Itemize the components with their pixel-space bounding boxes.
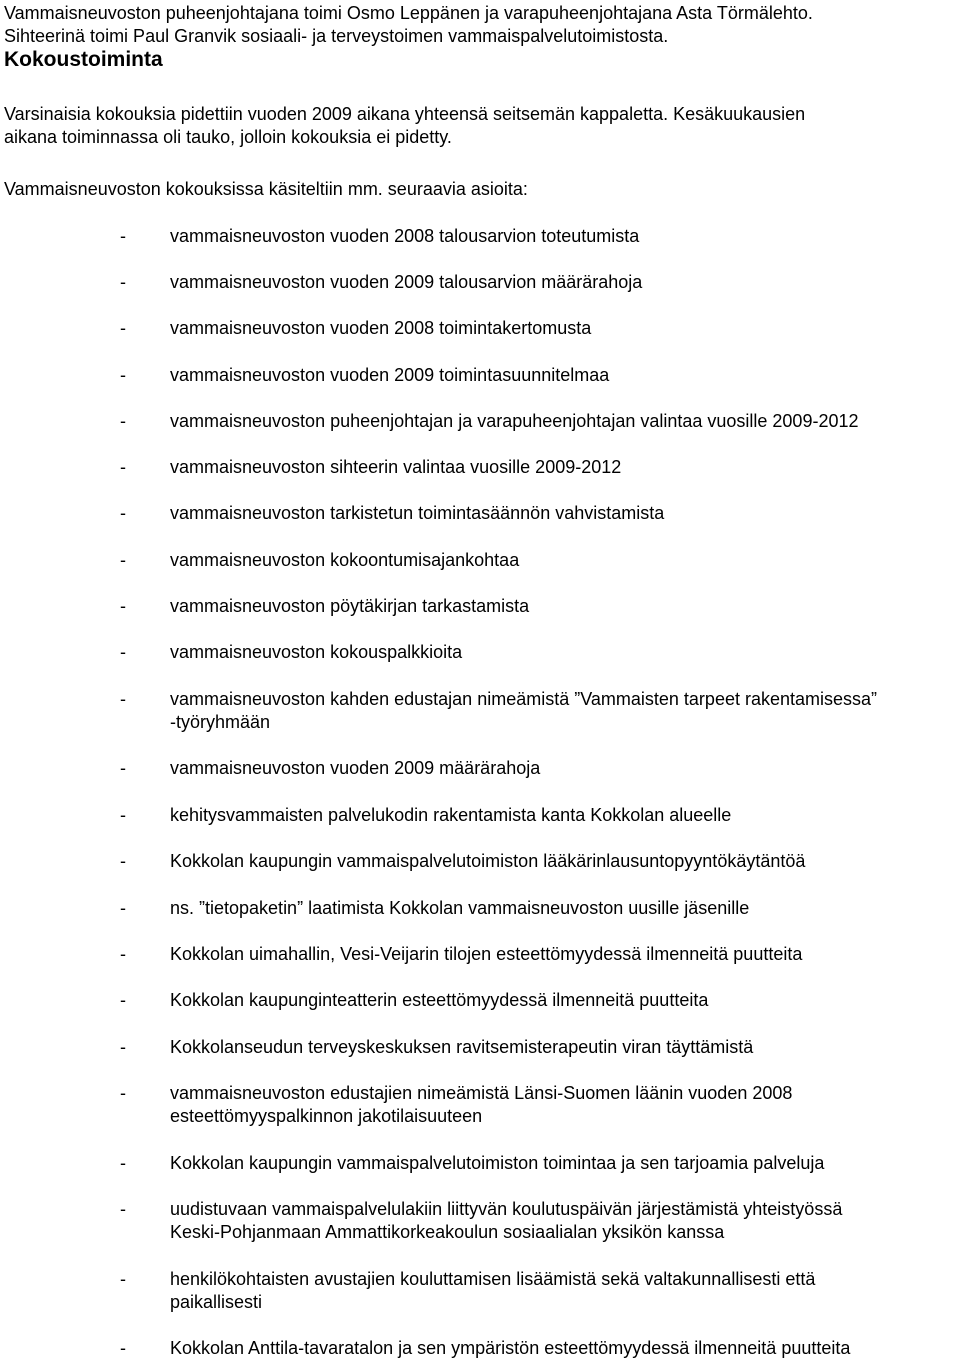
list-dash: -	[120, 758, 126, 778]
list-item-line-2: -työryhmään	[170, 712, 271, 732]
paragraph-1-line-2: aikana toiminnassa oli tauko, jolloin kokouksia ei pidetty.	[4, 127, 452, 147]
list-item-text	[170, 1152, 960, 1175]
list-item-text	[170, 641, 960, 664]
list-item-line-2: esteettömyyspalkinnon jakotilaisuuteen	[170, 1106, 483, 1126]
list-item-line-1: vammaisneuvoston kokoontumisajankohtaa	[170, 550, 520, 570]
list-item-line-1: vammaisneuvoston kokouspalkkioita	[170, 642, 463, 662]
list-item-text	[170, 1198, 960, 1244]
list-item-line-1: Kokkolan kaupunginteatterin esteettömyydessä ilmenneitä puutteita	[170, 990, 709, 1010]
list-dash: -	[120, 411, 126, 431]
list-dash: -	[120, 318, 126, 338]
list-item-line-1: kehitysvammaisten palvelukodin rakentamista kanta Kokkolan alueelle	[170, 805, 732, 825]
list-dash: -	[120, 642, 126, 662]
list-dash: -	[120, 1338, 126, 1358]
list-item-line-1: ns. ”tietopaketin” laatimista Kokkolan vammaisneuvoston uusille jäsenille	[170, 898, 750, 918]
list-item-line-2: paikallisesti	[170, 1292, 263, 1312]
list-item-line-1: vammaisneuvoston puheenjohtajan ja varapuheenjohtajan valintaa vuosille 2009-2012	[170, 411, 859, 431]
list-dash: -	[120, 851, 126, 871]
list-item-text	[170, 549, 960, 572]
list-dash: -	[120, 365, 126, 385]
list-item-line-1: uudistuvaan vammaispalvelulakiin liittyvän koulutuspäivän järjestämistä yhteistyössä	[170, 1199, 843, 1219]
list-dash: -	[120, 457, 126, 477]
list-dash: -	[120, 503, 126, 523]
list-item-text	[170, 989, 960, 1012]
list-item-line-1: Kokkolanseudun terveyskeskuksen ravitsemisterapeutin viran täyttämistä	[170, 1037, 754, 1057]
list-item-text	[170, 1036, 960, 1059]
list-dash: -	[120, 1199, 126, 1219]
list-item-line-1: vammaisneuvoston tarkistetun toimintasäännön vahvistamista	[170, 503, 665, 523]
list-dash: -	[120, 1269, 126, 1289]
list-item-line-1: vammaisneuvoston vuoden 2008 talousarvion toteutumista	[170, 226, 640, 246]
list-dash: -	[120, 1153, 126, 1173]
list-item-text	[170, 1337, 960, 1360]
list-dash: -	[120, 596, 126, 616]
list-item-text	[170, 688, 960, 734]
paragraph-1-line-1: Varsinaisia kokouksia pidettiin vuoden 2009 aikana yhteensä seitsemän kappaletta. Kesäkuukausien	[4, 104, 806, 124]
list-dash: -	[120, 1037, 126, 1057]
list-item-line-1: vammaisneuvoston pöytäkirjan tarkastamista	[170, 596, 530, 616]
list-item-text	[170, 1082, 960, 1128]
list-item-text	[170, 943, 960, 966]
list-item-text	[170, 364, 960, 387]
list-dash: -	[120, 944, 126, 964]
list-item-text	[170, 317, 960, 340]
list-dash: -	[120, 272, 126, 292]
list-item-line-1: vammaisneuvoston vuoden 2008 toimintakertomusta	[170, 318, 592, 338]
list-item-line-1: vammaisneuvoston vuoden 2009 talousarvion määrärahoja	[170, 272, 643, 292]
paragraph-2: Vammaisneuvoston kokouksissa käsiteltiin mm. seuraavia asioita:	[4, 179, 528, 199]
list-item-text	[170, 804, 960, 827]
list-item-text	[170, 897, 960, 920]
list-item-text	[170, 757, 960, 780]
list-item-line-1: vammaisneuvoston kahden edustajan nimeämistä ”Vammaisten tarpeet rakentamisessa”	[170, 689, 878, 709]
list-item-line-1: Kokkolan Anttila-tavaratalon ja sen ympäristön esteettömyydessä ilmenneitä puutteita	[170, 1338, 851, 1358]
intro-line-1: Vammaisneuvoston puheenjohtajana toimi Osmo Leppänen ja varapuheenjohtajana Asta Törmälehto.	[4, 3, 813, 23]
list-item-line-1: Kokkolan kaupungin vammaispalvelutoimiston toimintaa ja sen tarjoamia palveluja	[170, 1153, 825, 1173]
list-dash: -	[120, 550, 126, 570]
list-item-text	[170, 410, 960, 433]
list-item-text	[170, 271, 960, 294]
list-dash: -	[120, 1083, 126, 1103]
list-dash: -	[120, 689, 126, 709]
section-heading: Kokoustoiminta	[4, 48, 163, 71]
list-item-line-1: Kokkolan kaupungin vammaispalvelutoimiston lääkärinlausuntopyyntökäytäntöä	[170, 851, 806, 871]
list-item-line-1: Kokkolan uimahallin, Vesi-Veijarin tilojen esteettömyydessä ilmenneitä puutteita	[170, 944, 803, 964]
list-item-line-1: henkilökohtaisten avustajien kouluttamisen lisäämistä sekä valtakunnallisesti että	[170, 1269, 816, 1289]
list-item-line-1: vammaisneuvoston vuoden 2009 määrärahoja	[170, 758, 541, 778]
list-item-text	[170, 225, 960, 248]
list-dash: -	[120, 990, 126, 1010]
list-item-line-1: vammaisneuvoston edustajien nimeämistä Länsi-Suomen läänin vuoden 2008	[170, 1083, 793, 1103]
list-item-line-1: vammaisneuvoston sihteerin valintaa vuosille 2009-2012	[170, 457, 622, 477]
list-item-line-1: vammaisneuvoston vuoden 2009 toimintasuunnitelmaa	[170, 365, 610, 385]
list-dash: -	[120, 226, 126, 246]
list-item-text	[170, 1268, 960, 1314]
intro-line-2: Sihteerinä toimi Paul Granvik sosiaali- ja terveystoimen vammaispalvelutoimistosta.	[4, 26, 669, 46]
list-item-text	[170, 456, 960, 479]
list-dash: -	[120, 898, 126, 918]
list-item-text	[170, 595, 960, 618]
list-dash: -	[120, 805, 126, 825]
list-item-line-2: Keski-Pohjanmaan Ammattikorkeakoulun sosiaalialan yksikön kanssa	[170, 1222, 725, 1242]
list-item-text	[170, 502, 960, 525]
list-item-text	[170, 850, 960, 873]
